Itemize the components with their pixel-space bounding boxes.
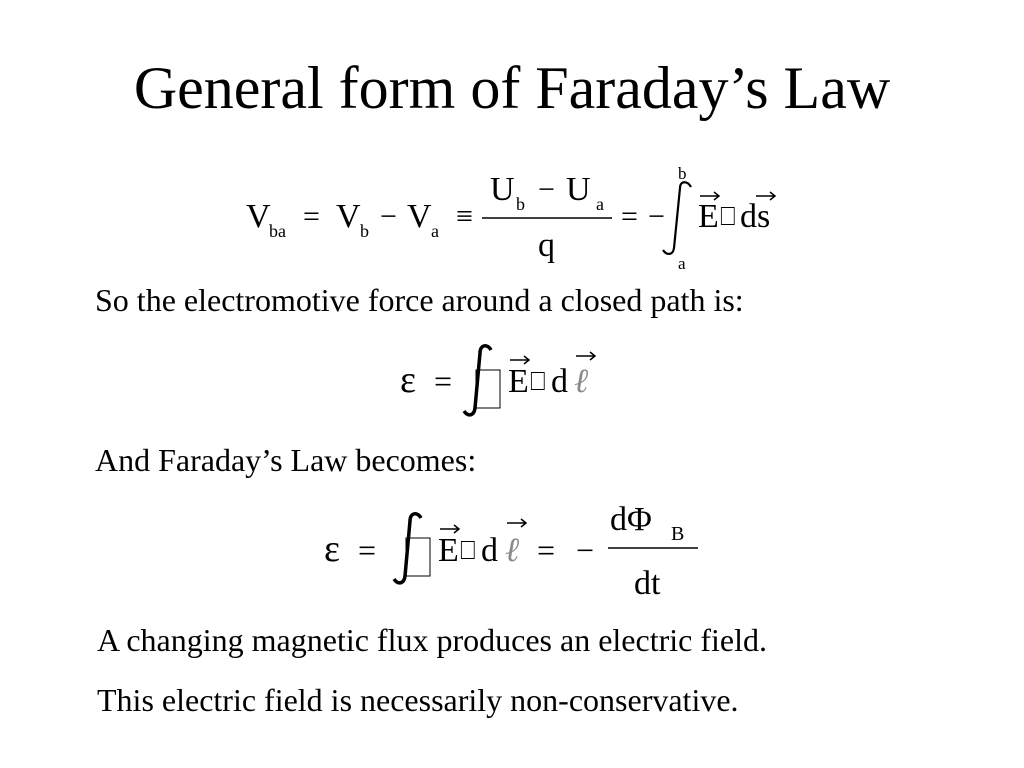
eq1-Va: V [407,198,432,235]
eq1-sub-ba: ba [269,221,286,241]
eq3-closed-integral-sign [394,514,421,583]
faraday-law-equation [320,495,710,605]
eq1-ds: ds [740,198,771,235]
eq1-E: E [698,198,719,235]
eq1-dot-placeholder: ⎕ [720,202,736,231]
eq3-equals-1: = [358,532,377,568]
eq1-sub-Ua: a [596,194,604,214]
potential-difference-equation [240,160,800,275]
eq1-minus-3: − [648,200,665,233]
eq3-minus: − [576,532,595,568]
eq3-equals-2: = [537,532,556,568]
eq1-sub-a: a [431,221,439,241]
eq1-Vb: V [336,198,361,235]
eq1-minus-1: − [380,200,397,233]
eq3-denominator: dt [634,565,661,602]
eq1-V: V [246,198,271,235]
eq3-emf: ε [324,528,340,570]
eq2-dot-placeholder: ⎕ [530,367,546,396]
eq1-sub-b: b [360,221,369,241]
eq1-equals-1: = [303,200,320,233]
eq3-numerator: dΦ [610,501,652,538]
eq1-minus-2: − [538,173,555,206]
flux-statement-text: A changing magnetic flux produces an electric field. [97,622,767,658]
eq2-equals: = [434,363,453,399]
eq3-dot-placeholder: ⎕ [460,536,476,565]
eq1-upper-limit: b [678,164,687,183]
eq2-ell: ℓ [574,363,589,400]
eq1-sub-Ub: b [516,194,525,214]
eq1-Ub: U [490,171,515,208]
slide-title: General form of Faraday’s Law [133,55,891,121]
nonconservative-statement-text: This electric field is necessarily non-conservative. [97,682,739,718]
eq3-sub-B: B [671,523,685,545]
eq2-emf: ε [400,359,416,401]
eq1-lower-limit: a [678,254,686,273]
eq1-integral-sign [663,182,691,254]
eq2-closed-integral-sign [464,346,491,415]
eq1-q: q [538,227,555,264]
eq2-E: E [508,363,529,400]
eq1-equiv: ≡ [456,200,473,233]
eq2-d: d [551,363,568,400]
eq2-ell-arrow [576,352,595,360]
eq3-ell: ℓ [505,532,520,569]
eq1-Ua: U [566,171,591,208]
eq3-E: E [438,532,459,569]
eq3-d: d [481,532,498,569]
emf-equation [396,340,626,422]
faraday-intro-text: And Faraday’s Law becomes: [95,442,477,478]
eq3-ell-arrow [507,519,526,527]
emf-intro-text: So the electromotive force around a closed path is: [95,282,744,318]
eq1-equals-2: = [621,200,638,233]
